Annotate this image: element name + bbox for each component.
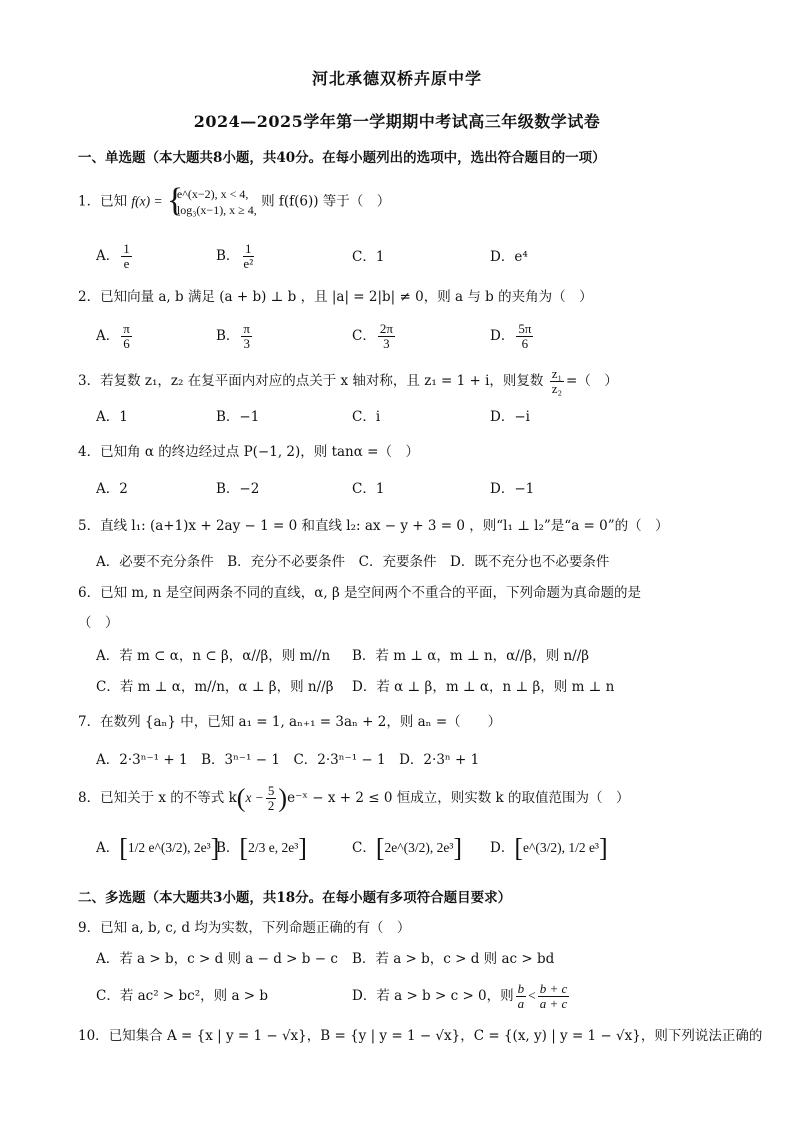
fraction — [378, 322, 395, 351]
q8-paren-expr: x − — [245, 790, 264, 805]
option-label: A． — [96, 328, 120, 344]
fraction — [550, 367, 564, 396]
question-7 — [78, 712, 501, 732]
denominator: 2 — [267, 798, 275, 813]
q3-option-b: B．−1 — [216, 409, 260, 425]
q2-option-d — [490, 322, 535, 351]
numerator: z₁ — [551, 366, 563, 381]
q6-option-c: C．若 m ⊥ α，m//n，α ⊥ β，则 n//β — [96, 679, 334, 695]
fraction — [241, 242, 255, 271]
question-10 — [78, 1026, 762, 1046]
paren-close-icon: ) — [278, 783, 288, 813]
numerator: 5π — [518, 321, 532, 336]
denominator: 6 — [123, 336, 130, 351]
denominator: e — [123, 256, 130, 271]
q2-option-b — [216, 322, 254, 351]
q4-option-c: C．1 — [352, 481, 385, 497]
fraction — [516, 982, 527, 1011]
denominator: a + c — [539, 996, 568, 1011]
brace-icon: { — [166, 182, 184, 219]
q4-option-a: A．2 — [96, 481, 128, 497]
q9-option-d — [352, 982, 571, 1011]
fraction — [538, 982, 570, 1011]
option-label: C． — [352, 328, 376, 344]
q1-option-a — [96, 242, 134, 271]
q5-text: 直线 l₁: (a+1)x + 2ay − 1 = 0 和直线 l₂: ax − y + 3 = 0 ，则“l₁ ⊥ l₂”是“a = 0”的（ ） — [100, 518, 669, 534]
q5-options: A．必要不充分条件 B．充分不必要条件 C．充要条件 D．既不充分也不必要条件 — [96, 554, 610, 570]
q6-option-a: A．若 m ⊂ α，n ⊂ β，α//β，则 m//n — [96, 648, 331, 664]
numerator: b + c — [539, 981, 568, 996]
question-1 — [78, 182, 391, 219]
q8-option-b — [216, 833, 307, 863]
interval-value: 2e^(3/2), 2e³ — [384, 840, 454, 855]
q8-option-d — [490, 833, 608, 863]
option-label: A． — [96, 248, 120, 264]
q6-option-b: B．若 m ⊥ α，m ⊥ n，α//β，则 n//β — [352, 648, 590, 664]
school-title: 河北承德双桥卉原中学 — [311, 69, 482, 88]
q2-option-a — [96, 322, 134, 351]
question-number: 8． — [78, 790, 101, 806]
interval-value: e^(3/2), 1/2 e³ — [523, 840, 599, 855]
question-number: 3． — [78, 373, 101, 389]
question-6 — [78, 583, 641, 603]
fraction — [266, 784, 277, 813]
option-label: B． — [216, 840, 240, 856]
q6-text: 已知 m, n 是空间两条不同的直线，α, β 是空间两个不重合的平面，下列命题为真命题的是 — [100, 585, 642, 601]
q1-case-1: e^(x−2), x < 4, — [176, 187, 249, 201]
question-5 — [78, 516, 669, 536]
fraction — [516, 322, 533, 351]
question-number: 6． — [78, 585, 101, 601]
question-3 — [78, 367, 618, 396]
q3-option-a: A．1 — [96, 409, 128, 425]
q8-text-post: e⁻ˣ − x + 2 ≤ 0 恒成立，则实数 k 的取值范围为（ ） — [287, 790, 630, 806]
fraction — [241, 322, 252, 351]
option-label: B． — [216, 328, 240, 344]
q9-option-b: B．若 a > b，c > d 则 ac > bd — [352, 951, 555, 967]
q3-tail: =（ ） — [566, 373, 618, 389]
numerator: 1 — [123, 241, 130, 256]
q1-option-c: C．1 — [352, 249, 385, 265]
fraction — [121, 322, 132, 351]
less-than-icon: < — [528, 988, 536, 1003]
option-label: D． — [490, 840, 515, 856]
q2-text: 已知向量 a, b 满足 (a + b) ⊥ b ，且 |a| = 2|b| ≠ 0，则 a 与 b 的夹角为（ ） — [100, 289, 593, 305]
numerator: 1 — [245, 241, 252, 256]
denominator: z₂ — [551, 381, 563, 396]
denominator: 3 — [243, 336, 250, 351]
q3-option-c: C．i — [352, 409, 381, 425]
option-label: C． — [352, 840, 376, 856]
q7-options: A．2·3ⁿ⁻¹ + 1 B．3ⁿ⁻¹ − 1 C．2·3ⁿ⁻¹ − 1 D．2·3ⁿ + 1 — [96, 752, 480, 768]
question-9 — [78, 918, 410, 938]
q9-option-c: C．若 ac² > bc²，则 a > b — [96, 988, 269, 1004]
q8-text-pre: 已知关于 x 的不等式 k — [100, 790, 237, 806]
denominator: e² — [243, 256, 254, 271]
numerator: π — [243, 321, 250, 336]
question-number: 10． — [78, 1028, 109, 1044]
bracket-open-icon: [ — [119, 833, 128, 863]
question-number: 5． — [78, 518, 101, 534]
denominator: 6 — [521, 336, 529, 351]
question-2 — [78, 287, 593, 307]
q2-option-c — [352, 322, 397, 351]
question-number: 2． — [78, 289, 101, 305]
numerator: 5 — [267, 783, 275, 798]
q7-text: 在数列 {aₙ} 中，已知 a₁ = 1, aₙ₊₁ = 3aₙ + 2，则 aₙ =（ ） — [100, 714, 502, 730]
q6-continuation: （ ） — [78, 615, 119, 631]
question-8 — [78, 784, 629, 813]
option-label: D．若 a > b > c > 0，则 — [352, 988, 514, 1004]
bracket-close-icon: ] — [598, 833, 608, 863]
numerator: π — [123, 321, 130, 336]
question-number: 7． — [78, 714, 101, 730]
bracket-open-icon: [ — [239, 833, 249, 863]
q1-text-pre: 已知 — [100, 193, 128, 210]
q9-option-a: A．若 a > b，c > d 则 a − d > b − c — [96, 951, 338, 967]
q1-text-post: 则 f(f(6)) 等于（ ） — [261, 193, 391, 210]
bracket-close-icon: ] — [453, 833, 463, 863]
fraction — [121, 242, 132, 271]
bracket-close-icon: ] — [298, 833, 307, 863]
q1-option-b — [216, 242, 257, 271]
option-label: B． — [216, 248, 240, 264]
paren-open-icon: ( — [236, 783, 246, 813]
section-2-heading: 二、多选题（本大题共3小题，共18分。在每小题有多项符合题目要求） — [78, 890, 512, 906]
denominator: a — [517, 996, 525, 1011]
q1-piecewise — [166, 182, 257, 219]
exam-title: 2024—2025学年第一学期期中考试高三年级数学试卷 — [193, 112, 601, 131]
denominator: 3 — [383, 336, 390, 351]
q6-option-d: D．若 α ⊥ β，m ⊥ α，n ⊥ β，则 m ⊥ n — [352, 679, 615, 695]
q3-option-d: D．−i — [490, 409, 530, 425]
q4-text: 已知角 α 的终边经过点 P(−1, 2)，则 tanα =（ ） — [100, 444, 419, 460]
option-label: A． — [96, 840, 120, 856]
q9-text: 已知 a, b, c, d 均为实数，下列命题正确的有（ ） — [100, 920, 411, 936]
bracket-close-icon: ] — [210, 833, 220, 863]
interval-value: 1/2 e^(3/2), 2e³ — [127, 840, 211, 855]
option-label: D． — [490, 328, 515, 344]
q4-option-d: D．−1 — [490, 481, 535, 497]
q4-option-b: B．−2 — [216, 481, 260, 497]
bracket-open-icon: [ — [514, 833, 523, 863]
q3-text: 若复数 z₁，z₂ 在复平面内对应的点关于 x 轴对称，且 z₁ = 1 + i，则复数 — [100, 373, 544, 389]
q1-case-2: log₃(x−1), x ≥ 4, — [176, 203, 257, 217]
numerator: b — [517, 981, 525, 996]
q1-option-d: D．e⁴ — [490, 249, 528, 265]
question-number: 9． — [78, 920, 101, 936]
interval-value: 2/3 e, 2e³ — [248, 840, 299, 855]
question-4 — [78, 442, 419, 462]
q8-option-c — [352, 833, 463, 863]
bracket-open-icon: [ — [375, 833, 385, 863]
question-number: 1． — [78, 193, 101, 210]
numerator: 2π — [379, 321, 393, 336]
q1-function: f(x) = — [131, 193, 163, 209]
question-number: 4． — [78, 444, 101, 460]
section-1-heading: 一、单选题（本大题共8小题，共40分。在每小题列出的选项中，选出符合题目的一项） — [78, 150, 606, 166]
q8-option-a — [96, 833, 220, 863]
q10-text: 已知集合 A = {x | y = 1 − √x}，B = {y | y = 1 − √x}，C = {(x, y) | y = 1 − √x}，则下列说法正确的 — [108, 1028, 763, 1044]
